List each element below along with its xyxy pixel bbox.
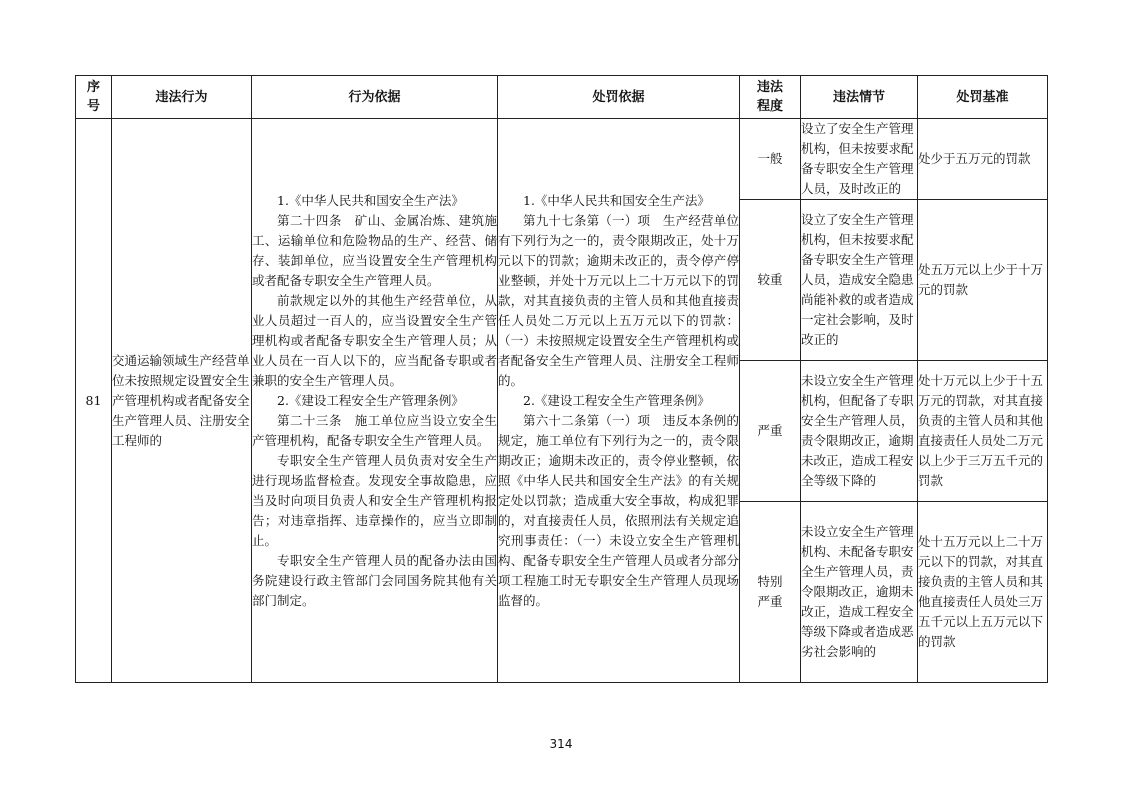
header-standard: 处罚基准 <box>918 76 1048 119</box>
basis-paragraph: 专职安全生产管理人员的配备办法由国务院建设行政主管部门会同国务院其他有关部门制定。 <box>252 552 497 608</box>
basis-paragraph: 专职安全生产管理人员负责对安全生产进行现场监督检查。发现安全事故隐患，应当及时向项目负责人和安全生产管理机构报告；对违章指挥、违章操作的，应当立即制止。 <box>252 452 497 548</box>
penalty-paragraph: 第六十二条第（一）项 违反本条例的规定，施工单位有下列行为之一的，责令限期改正；逾期未改正的，责令停业整顿，依照《中华人民共和国安全生产法》的有关规定处以罚款；造成重大安全事故，构成犯罪的，对直接责任人员，依照刑法有关规定追究刑事责任：（一）未设立安全生产管理机构、配备专职安全生产管理人员或者分部分项工程施工时无专职安全生产管理人员现场监督的。 <box>498 412 739 608</box>
table-row <box>76 119 1048 200</box>
penalty-paragraph: 第九十七条第（一）项 生产经营单位有下列行为之一的，责令限期改正，处十万元以下的罚款；逾期未改正的，责令停产停业整顿，并处十万元以上二十万元以下的罚款，对其直接负责的主管人员和其他直接责任人员处二万元以上五万元以下的罚款：（一）未按照规定设置安全生产管理机构或者配备安全生产管理人员、注册安全工程师的。 <box>498 212 739 388</box>
degree-general: 一般 <box>740 119 801 200</box>
header-seq: 序 号 <box>76 76 112 119</box>
penalty-standards-table <box>75 75 1048 683</box>
circumstance-severe: 未设立安全生产管理机构，但配备了专职安全生产管理人员，责令限期改正，逾期未改正，造成工程安全等级下降的 <box>801 361 918 502</box>
page-number: 314 <box>549 737 573 751</box>
degree-serious: 较重 <box>740 200 801 361</box>
degree-very-severe: 特别 严重 <box>740 502 801 683</box>
header-basis: 行为依据 <box>252 76 498 119</box>
standard-general: 处少于五万元的罚款 <box>918 119 1048 200</box>
penalty-basis-cell <box>498 119 740 683</box>
basis-law-1: 1.《中华人民共和国安全生产法》 <box>277 192 464 208</box>
degree-severe: 严重 <box>740 361 801 502</box>
standard-serious: 处五万元以上少于十万元的罚款 <box>918 200 1048 361</box>
header-penalty-basis: 处罚依据 <box>498 76 740 119</box>
circumstance-very-severe: 未设立安全生产管理机构、未配备专职安全生产管理人员，责令限期改正，逾期未改正，造成工程安全等级下降或者造成恶劣社会影响的 <box>801 502 918 683</box>
row-seq: 81 <box>76 119 112 683</box>
violation-text: 交通运输领域生产经营单位未按照规定设置安全生产管理机构或者配备安全生产管理人员、注册安全工程师的 <box>112 119 252 683</box>
standard-very-severe: 处十五万元以上二十万元以下的罚款，对其直接负责的主管人员和其他直接责任人员处三万五千元以上五万元以下的罚款 <box>918 502 1048 683</box>
header-degree: 违法 程度 <box>740 76 801 119</box>
circumstance-general: 设立了安全生产管理机构，但未按要求配备专职安全生产管理人员，及时改正的 <box>801 119 918 200</box>
penalty-law-1: 1.《中华人民共和国安全生产法》 <box>523 192 710 208</box>
basis-cell <box>252 119 498 683</box>
table-header-row <box>76 76 1048 119</box>
basis-paragraph: 第二十四条 矿山、金属冶炼、建筑施工、运输单位和危险物品的生产、经营、储存、装卸单位，应当设置安全生产管理机构或者配备专职安全生产管理人员。 <box>252 212 497 288</box>
header-violation: 违法行为 <box>112 76 252 119</box>
penalty-law-2: 2.《建设工程安全生产管理条例》 <box>523 392 710 408</box>
basis-law-2: 2.《建设工程安全生产管理条例》 <box>277 392 464 408</box>
basis-paragraph: 前款规定以外的其他生产经营单位，从业人员超过一百人的，应当设置安全生产管理机构或者配备专职安全生产管理人员；从业人员在一百人以下的，应当配备专职或者兼职的安全生产管理人员。 <box>252 292 497 388</box>
standard-severe: 处十万元以上少于十五万元的罚款，对其直接负责的主管人员和其他直接责任人员处二万元以上少于三万五千元的罚款 <box>918 361 1048 502</box>
header-circumstance: 违法情节 <box>801 76 918 119</box>
basis-paragraph: 第二十三条 施工单位应当设立安全生产管理机构，配备专职安全生产管理人员。 <box>252 412 497 448</box>
circumstance-serious: 设立了安全生产管理机构，但未按要求配备专职安全生产管理人员，造成安全隐患尚能补救的或者造成一定社会影响，及时改正的 <box>801 200 918 361</box>
